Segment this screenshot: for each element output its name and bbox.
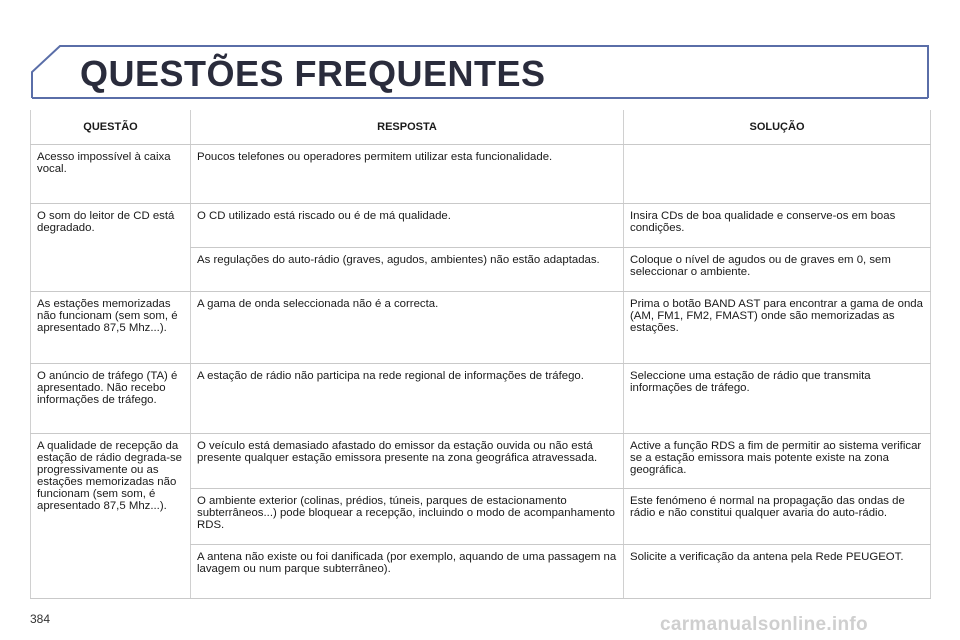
question-cell: O anúncio de tráfego (TA) é apresentado. Não recebo informações de tráfego. (31, 364, 191, 434)
table-row (31, 145, 931, 204)
question-cell: O som do leitor de CD está degradado. (31, 204, 191, 292)
answer-cell: O veículo está demasiado afastado do emissor da estação ouvida ou não está presente qualquer estação emissora presente na zona geográfica atravessada. (191, 434, 624, 489)
solution-cell: Active a função RDS a fim de permitir ao sistema verificar se a estação emissora mais potente existe na zona geográfica. (624, 434, 931, 489)
solution-cell (624, 145, 931, 204)
answer-cell: As regulações do auto-rádio (graves, agudos, ambientes) não estão adaptadas. (191, 248, 624, 292)
solution-cell: Insira CDs de boa qualidade e conserve-os em boas condições. (624, 204, 931, 248)
question-cell: As estações memorizadas não funcionam (sem som, é apresentado 87,5 Mhz...). (31, 292, 191, 364)
solution-cell: Solicite a verificação da antena pela Rede PEUGEOT. (624, 545, 931, 599)
solution-cell: Seleccione uma estação de rádio que transmita informações de tráfego. (624, 364, 931, 434)
page-title: QUESTÕES FREQUENTES (80, 53, 546, 94)
table-row (31, 434, 931, 489)
answer-cell: O CD utilizado está riscado ou é de má qualidade. (191, 204, 624, 248)
answer-cell: O ambiente exterior (colinas, prédios, túneis, parques de estacionamento subterrâneos...) pode bloquear a recepção, incluindo o modo de acompanhamento RDS. (191, 489, 624, 545)
answer-cell: A antena não existe ou foi danificada (por exemplo, aquando de uma passagem na lavagem ou num parque subterrâneo). (191, 545, 624, 599)
answer-cell: A gama de onda seleccionada não é a correcta. (191, 292, 624, 364)
watermark: carmanualsonline.info (660, 614, 868, 635)
page-number: 384 (30, 612, 51, 626)
solution-cell: Prima o botão BAND AST para encontrar a gama de onda (AM, FM1, FM2, FMAST) onde são memorizadas as estações. (624, 292, 931, 364)
question-cell: Acesso impossível à caixa vocal. (31, 145, 191, 204)
answer-cell: Poucos telefones ou operadores permitem utilizar esta funcionalidade. (191, 145, 624, 204)
column-header-question: QUESTÃO (31, 110, 191, 145)
table-row (31, 204, 931, 248)
table-row (31, 364, 931, 434)
column-header-solution: SOLUÇÃO (624, 110, 931, 145)
answer-cell: A estação de rádio não participa na rede regional de informações de tráfego. (191, 364, 624, 434)
faq-table (30, 110, 931, 599)
solution-cell: Este fenómeno é normal na propagação das ondas de rádio e não constitui qualquer avaria do auto-rádio. (624, 489, 931, 545)
table-header-row (31, 110, 931, 145)
solution-cell: Coloque o nível de agudos ou de graves em 0, sem seleccionar o ambiente. (624, 248, 931, 292)
question-cell: A qualidade de recepção da estação de rádio degrada-se progressivamente ou as estações memorizadas não funcionam (sem som, é apresentado 87,5 Mhz...). (31, 434, 191, 599)
column-header-answer: RESPOSTA (191, 110, 624, 145)
table-row (31, 292, 931, 364)
